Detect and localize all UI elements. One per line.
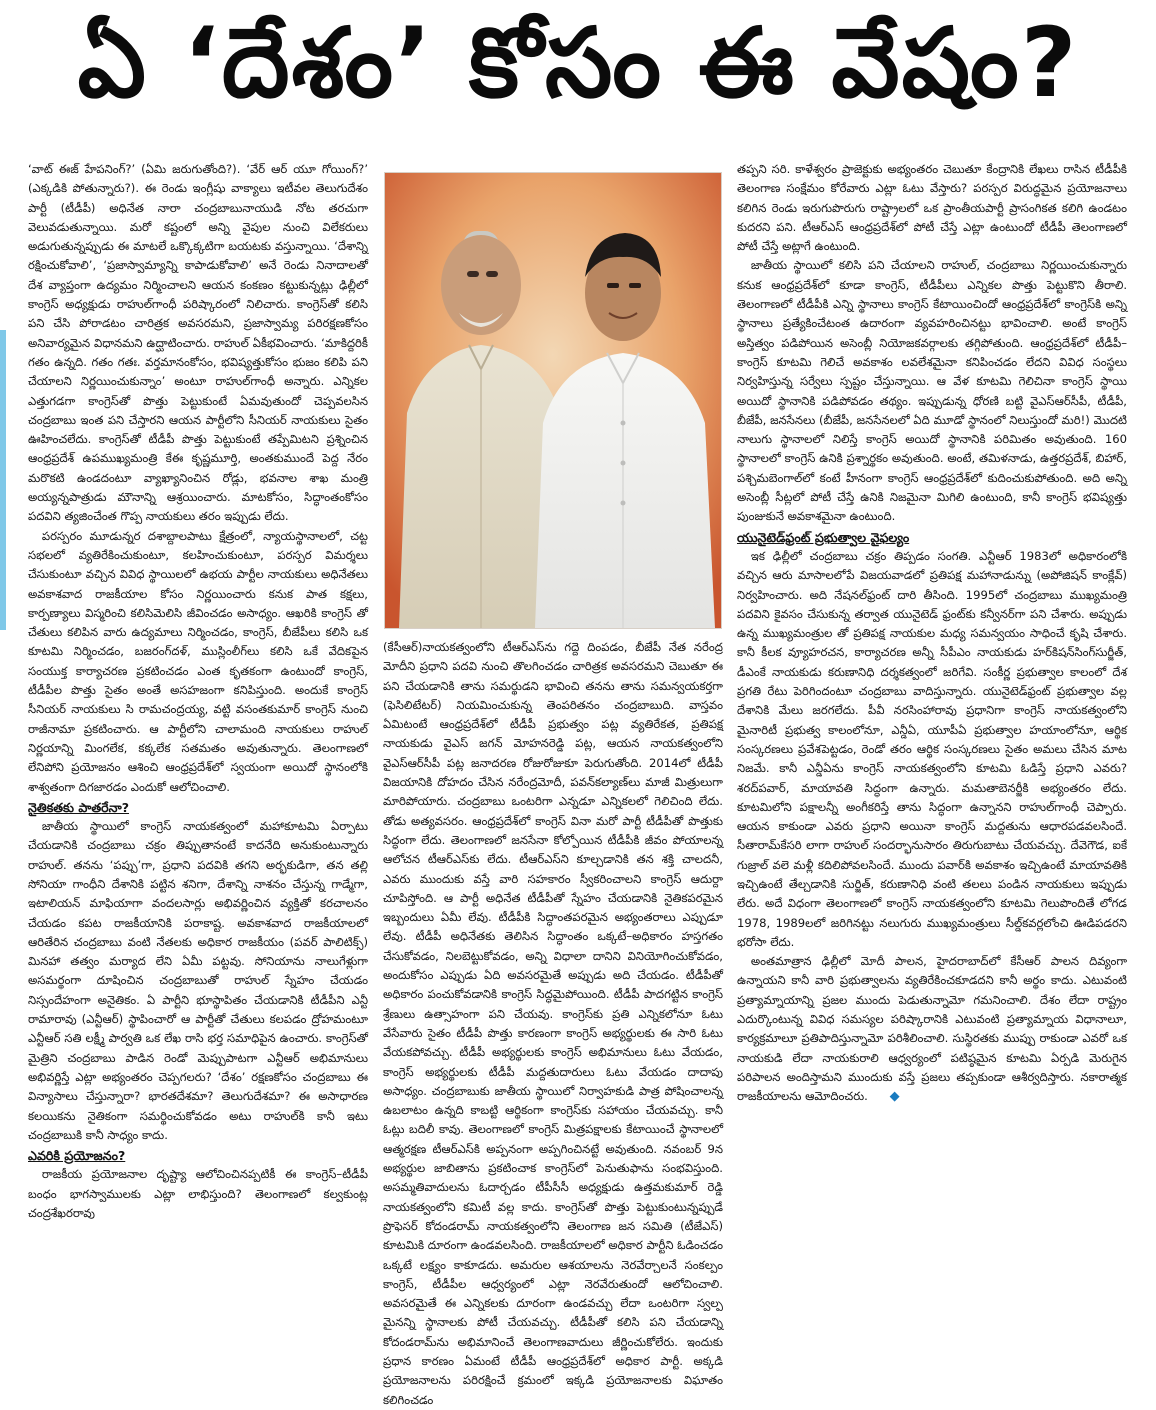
photo-illustration (385, 173, 721, 628)
paragraph: జాతీయ స్థాయిలో కాంగ్రెస్ నాయకత్వంలో మహాకూటమి ఏర్పాటు చేయడానికి చంద్రబాబు చక్రం తిప్పుతానంటే కాదనేది అనుకుంటున్నారు రాహుల్. తనను ‘పప్పు’గా, ప్రధాని పదవికి తగని అర్భకుడిగా, తన తల్లి సోనియా గాంధీని దేశానికి పట్టిన శనిగా, దేశాన్ని నాశనం చేస్తున్న గాడ్మేగా, ఇటాలియన్ మాఫియాగా వందలసార్లు అభివర్ణించిన వ్యక్తితో కరచాలనం చేయడం కపట రాజకీయానికి పరాకాష్ట. అవకాశవాద రాజకీయాలలో ఆరితేరిన చంద్రబాబు వంటి నేతలకు అధికార రాజకీయం (పవర్ పాలిటిక్స్) మినహా తత్వం మర్యాద లేని ఏమీ పట్టవు. సోనియాను నాలుగేళ్లుగా అసమర్థంగా దూషించిన చంద్రబాబుతో రాహుల్ స్నేహం చేయడం నిస్సందేహంగా అనైతికం. ఏ పార్టీని భూస్థాపితం చేయడానికి టీడీపీని ఎన్టీ రామారావు (ఎన్టీఆర్) స్థాపించారో ఆ పార్టీతో చేతులు కలపడం ద్రోహమంటూ ఎన్టీఆర్ సతి లక్ష్మీ పార్వతి ఒక లేఖ రాసి భర్త సమాధిపైన ఉంచారు. కాంగ్రెస్‌తో మైత్రిని చంద్రబాబు పాడిన రెండో మెప్పుపాటగా ఎన్టీఆర్ అభిమానులు అభివర్ణిస్తే ఎట్లా అభ్యంతరం చెప్పగలరు? ‘దేశం’ రక్షణకోసం చంద్రబాబు ఈ విన్యాసాలు చేస్తున్నారా? భారతదేశమా? తెలుగుదేశమా? ఈ అసాధారణ కలయికను నైతికంగా సమర్థించుకోవడం అటు రాహుల్‌కి కానీ ఇటు చంద్రబాబుకి కానీ సాధ్యం కాదు. (28, 819, 368, 1142)
subheading: యునైటెడ్‌ఫ్రంట్ ప్రభుత్వాల వైఫల్యం (737, 529, 910, 545)
column-2 (383, 638, 723, 1407)
subheading: ఎవరికి ప్రయోజనం? (28, 1148, 126, 1164)
paragraph: పరస్పరం మూడున్నర దశాబ్దాలపాటు క్షేత్రంలో, న్యాయస్థానాలలో, చట్ట సభలలో వ్యతిరేకించుకుంటూ, కలహించుకుంటూ, పరస్పర విమర్శలు చేసుకుంటూ వచ్చిన వివిధ స్థాయిలలో ఉభయ పార్టీల నాయకులు అధినేతలు అవకాశవాద రాజకీయాల కోసం నిర్ణయించారు కనుక పాత కక్షలు, కార్పణ్యాలు విస్మరించి కలిసిమెలిసి జీవించడం అసాధ్యం. ఆఖరికి కాంగ్రెస్ తో చేతులు కలిపిన వారు ఉద్యమాలు నిర్మించడం, కాంగ్రెస్, బీజేపీలు కలిసి ఒక కూటమి నిర్మించడం, బజరంగ్‌దళ్, ముస్లింలీగ్‌లు కలిసి ఒకే వేదికపైన సంయుక్త కార్యాచరణ ప్రకటించడం ఎంత కృతకంగా ఉంటుందో కాంగ్రెస్, టీడీపీల పొత్తు సైతం అంతే అసహజంగా కనిపిస్తుంది. అందుకే కాంగ్రెస్ సీనియర్ నాయకులు సి రామచంద్రయ్య, వట్టి వసంతకుమార్ కాంగ్రెస్ నుంచి రాజీనామా ప్రకటించారు. ఆ పార్టీలోని చాలామంది నాయకులు రాహుల్ నిర్ణయాన్ని మింగలేక, కక్కలేక సతమతం అవుతున్నారు. తెలంగాణలో లేనిపోని ప్రయోజనం ఆశించి ఆంధ్రప్రదేశ్‌లో స్వయంగా అయిదో స్థానంలోకి శాశ్వతంగా దిగజారడం ఎందుకో ఆలోచించాలి. (28, 528, 368, 794)
paragraph (737, 952, 1127, 1106)
end-of-article-diamond-icon: ◆ (889, 1089, 900, 1105)
paragraph: (కేసీఆర్)నాయకత్వంలోని టీఆర్ఎస్‌ను గద్దె దింపడం, బీజేపీ నేత నరేంద్ర మోదీని ప్రధాని పదవి నుంచి తొలగించడం చారిత్రక అవసరమని చెబుతూ ఈ పని చేయడానికి తాను సమర్థుడని భావించి తనను తాను సమన్వయకర్తగా (ఫెసిలిటేటర్) నియమించుకున్న తెంపరితనం చంద్రబాబుది. వాస్తవం ఏమిటంటే ఆంధ్రప్రదేశ్‌లో టీడీపీ ప్రభుత్వం పట్ల వ్యతిరేకత, ప్రతిపక్ష నాయకుడు వైఎస్ జగన్ మోహనరెడ్డి పట్ల, ఆయన నాయకత్వంలోని వైఎస్ఆర్‌సీపీ పట్ల జనాదరణ రోజురోజుకూ పెరుగుతోంది. 2014లో టీడీపీ విజయానికి దోహదం చేసిన నరేంద్రమోదీ, పవన్‌కల్యాణ్‌లు మాజీ మిత్రులుగా మారిపోయారు. చంద్రబాబు ఒంటరిగా ఎన్నడూ ఎన్నికలలో గెలిచింది లేదు. తోడు అత్యవసరం. ఆంధ్రప్రదేశ్‌లో కాంగ్రెస్ వినా మరో పార్టీ టీడీపీతో పొత్తుకు సిద్ధంగా లేదు. తెలంగాణలో జనసేనా కోల్పోయిన టీడీపీకి జీవం పోయాలన్న ఆలోచన టీఆర్ఎస్‌కు లేదు. టీఆర్ఎస్‌ని కూల్చడానికి తన శక్తి చాలదనీ, ఎవరు ముందుకు వస్తే వారి సహకారం స్వీకరించాలని కాంగ్రెస్ ఆదుర్దా చూపిస్తోంది. ఆ పార్టీ అధినేత టీడీపీతో స్నేహం చేయడానికి నైతికపరమైన ఇబ్బందులు ఏమీ లేవు. టీడీపీకి సిద్ధాంతపరమైన అభ్యంతరాలు ఎప్పుడూ లేవు. టీడీపీ అధినేతకు తెలిసిన సిద్ధాంతం ఒక్కటే–అధికారం హస్తగతం చేసుకోవడం, నిలబెట్టుకోవడం, అన్ని విధాలా దానిని వినియోగించుకోవడం, అందుకోసం ఎప్పుడు ఏది అవసరమైతే అప్పుడు అది చేయడం. టీడీపీతో అధికారం పంచుకోవడానికి కాంగ్రెస్ సిద్ధమైపోయింది. టీడీపీ పాదగట్టిన కాంగ్రెస్ శ్రేణులు ఉత్సాహంగా పని చేయవు. కాంగ్రెస్‌కు ప్రతి ఎన్నికలోనూ ఓటు వేసేవారు సైతం టీడీపీ పొత్తు కారణంగా కాంగ్రెస్ అభ్యర్థులకు ఈ సారి ఓటు వేయకపోవచ్చు. టీడీపీ అభ్యర్థులకు కాంగ్రెస్ అభిమానులు ఓటు వేయడం, కాంగ్రెస్ అభ్యర్థులకు టీడీపీ మద్దతుదారులు ఓటు వేయడం దాదాపు అసాధ్యం. చంద్రబాబుకు జాతీయ స్థాయిలో నిర్వాహకుడి పాత్ర పోషించాలన్న ఉబలాటం ఉన్నది కాబట్టి ఆర్థికంగా కాంగ్రెస్‌కు సహాయం చేయవచ్చు. కానీ ఓట్లు బదిలీ కావు. తెలంగాణలో కాంగ్రెస్ మిత్రపక్షాలకు కేటాయించే స్థానాలలో ఆత్మరక్షణ టీఆర్ఎస్‌కి అప్పనంగా అప్పగించినట్టే అవుతుంది. నవంబర్ 9న అభ్యర్థుల జాబితాను ప్రకటించాక కాంగ్రెస్‌లో పెనుతుఫాను సంభవిస్తుంది. అసమ్మతివాదులను ఓదార్చడం టీపీసీసీ అధ్యక్షుడు ఉత్తమకుమార్ రెడ్డి నాయకత్వంలోని కమిటీ వల్ల కాదు. కాంగ్రెస్‌తో పొత్తు పెట్టుకుంటున్నప్పుడే ప్రొఫెసర్ కోదండరామ్ నాయకత్వంలోని తెలంగాణ జన సమితి (టీజేఎస్) కూటమికి దూరంగా ఉండవలసింది. రాజకీయాలలో అధికార పార్టీని ఓడించడం ఒక్కటే లక్ష్యం కాకూడదు. అమరుల ఆశయాలను నెరవేర్చాలనే సంకల్పం కాంగ్రెస్, టీడీపీల ఆధ్వర్యంలో ఎట్లా నెరవేరుతుందో ఆలోచించాలి. అవసరమైతే ఈ ఎన్నికలకు దూరంగా ఉండవచ్చు లేదా ఒంటరిగా స్వల్ప మైనన్ని స్థానాలకు పోటీ చేయవచ్చు. టీడీపీతో కలిసి పని చేయడాన్ని కోదండరామ్‌ను అభిమానించే తెలంగాణవాదులు జీర్ణించుకోలేరు. ఇందుకు ప్రధాన కారణం ఏమంటే టీడీపీ ఆంధ్రప్రదేశ్‌లో అధికార పార్టీ. అక్కడి ప్రయోజనాలను పరిరక్షించే క్రమంలో ఇక్కడి ప్రయోజనాలకు విఘాతం కలిగించడం (383, 640, 723, 1407)
paragraph: తప్పని సరి. కాళేశ్వరం ప్రాజెక్టుకు అభ్యంతరం చెబుతూ కేంద్రానికి లేఖలు రాసిన టీడీపీకి తెలంగాణ సంక్షేమం కోరేవారు ఎట్లా ఓటు వేస్తారు? పరస్పర విరుద్ధమైన ప్రయోజనాలు కలిగిన రెండు ఇరుగుపొరుగు రాష్ట్రాలలో ఒక ప్రాంతీయపార్టీ ప్రాసంగికత కలిగి ఉండటం కుదరని పని. టీఆర్ఎస్ ఆంధ్రప్రదేశ్‌లో పోటీ చేస్తే ఎట్లా ఉంటుందో టీడీపీ తెలంగాణలో పోటీ చేస్తే అట్లాగే ఉంటుంది. (737, 162, 1127, 254)
subheading: నైతికతకు పాతరేనా? (28, 799, 130, 815)
column-1 (28, 160, 368, 1221)
paragraph-text: అంతమాత్రాన ఢిల్లీలో మోదీ పాలన, హైదరాబాద్‌లో కేసీఆర్ పాలన దివ్యంగా ఉన్నాయని కానీ వారి ప్రభుత్వాలను వ్యతిరేకించకూడదని కానీ అర్థం కాదు. ఎటువంటి ప్రత్యామ్నాయాన్ని ప్రజల ముందు పెడుతున్నామో గమనించాలి. దేశం లేదా రాష్ట్రం ఎదుర్కొంటున్న వివిధ సమస్యల పరిష్కారానికి ఎటువంటి ప్రత్యామ్నాయ విధానాలూ, కార్యక్రమాలూ ప్రతిపాదిస్తున్నామో పరిశీలించాలి. సుస్థిరతకు ముప్పు రాకుండా ఎవరో ఒక నాయకుడి లేదా నాయకురాలి ఆధ్వర్యంలో పటిష్ఠమైన కూటమి ఏర్పడి మెరుగైన పరిపాలన అందిస్తామని ముందుకు వస్తే ప్రజలు తప్పకుండా ఆశీర్వదిస్తారు. నకారాత్మక రాజకీయాలను ఆమోదించరు. (737, 954, 1127, 1104)
left-edge-accent-bar (0, 330, 6, 630)
paragraph: ఇక ఢిల్లీలో చంద్రబాబు చక్రం తిప్పడం సంగతి. ఎన్టీఆర్ 1983లో అధికారంలోకి వచ్చిన ఆరు మాసాలలోపే విజయవాడలో ప్రతిపక్ష మహానాడున్ను (అపోజిషన్ కాంక్లేవ్) నిర్వహించారు. అది నేషనల్‌ఫ్రంట్ దారి తీసింది. 1995లో చంద్రబాబు ముఖ్యమంత్రి పదవిని కైవసం చేసుకున్న తర్వాత యునైటెడ్ ఫ్రంట్‌కు కన్వీనర్‌గా పని చేశారు. అప్పుడు ఉన్న ముఖ్యమంత్రుల తో ప్రతిపక్ష నాయకుల మధ్య సమన్వయం సాధించే కృషి చేశారు. కానీ కీలక వ్యూహరచన, కార్యాచరణ అన్నీ సీపీఎం నాయకుడు హర్‌కిషన్‌సింగ్‌సుర్జీత్, డీఎంకే నాయకుడు కరుణానిధి దర్శకత్వంలో జరిగేవి. సంకీర్ణ ప్రభుత్వాల కాలంలో దేశ ప్రగతి రేటు పెరిగిందంటూ చంద్రబాబు వాదిస్తున్నారు. యునైటెడ్‌ఫ్రంట్ ప్రభుత్వాల వల్ల దేశానికి మేలు జరగలేదు. పీవీ నరసింహారావు ప్రధానిగా కాంగ్రెస్ నాయకత్వంలోని మైనారిటీ ప్రభుత్వ కాలంలోనూ, ఎన్డీఏ, యూపీఏ ప్రభుత్వాల హయాంలోనూ, ఆర్థిక సంస్కరణలు ప్రవేశపెట్టడం, రెండో తరం ఆర్థిక సంస్కరణలు సైతం అమలు చేసిన మాట నిజమే. కానీ ఎన్డీఏను కాంగ్రెస్ నాయకత్వంలోని కూటమి ఓడిస్తే ప్రధాని ఎవరు? శరద్‌పవార్, మాయావతి సిద్ధంగా ఉన్నారు. మమతాబెనర్జీకి అభ్యంతరం లేదు. కూటమిలోని పక్షాలన్నీ అంగీకరిస్తే తాను సిద్ధంగా ఉన్నానని రాహుల్‌గాంధీ చెప్పారు. ఆయన కాకుండా ఎవరు ప్రధాని అయినా కాంగ్రెస్ మద్దతును ఆధారపడవలసిందే. సీతారామ్‌కేసరి లాగా రాహుల్ సందర్భానుసారం తిరుగుబాటు చేయవచ్చు. దేవెగౌడ, ఐకే గుజ్రాల్ వలె మళ్లీ కదిలిపోవలసిందే. ముందు పవార్‌కి అవకాశం ఇచ్చిఉంటే మాయావతికి ఇచ్చిఉంటే తేల్చడానికి సుర్జిత్, కరుణానిధి వంటి తలలు పండిన నాయకులు ఇప్పుడు లేరు. అదే విధంగా తెలంగాణలో కాంగ్రెస్ నాయకత్వంలోని కూటమి గెలుపొందితే లోగడ 1978, 1989లలో జరిగినట్టు నలుగురు ముఖ్యమంత్రులు సీల్డ్‌కవర్లలోంచి ఊడిపడరని భరోసా లేదు. (737, 548, 1127, 949)
headline: ఏ ‘దేశం’ కోసం ఈ వేషం? (77, 7, 1079, 119)
photo-two-men (384, 172, 722, 629)
column-3 (737, 160, 1127, 1145)
paragraph: రాజకీయ ప్రయోజనాల దృష్ట్యా ఆలోచించినప్పటికీ ఈ కాంగ్రెస్–టీడీపీ బంధం భాగస్వాములకు ఎట్లా లాభిస్తుంది? తెలంగాణలో కల్వకుంట్ల చంద్రశేఖరరావు (28, 1167, 368, 1221)
paragraph: జాతీయ స్థాయిలో కలిసి పని చేయాలని రాహుల్, చంద్రబాబు నిర్ణయించుకున్నారు కనుక ఆంధ్రప్రదేశ్‌లో కూడా కాంగ్రెస్, టీడీపీలు ఎన్నికల పొత్తు పెట్టుకొని తీరాలి. తెలంగాణలో టీడీపీకి ఎన్ని స్థానాలు కాంగ్రెస్ కేటాయించిందో ఆంధ్రప్రదేశ్‌లో కాంగ్రెస్‌కి అన్ని స్థానాలు ప్రత్యేకించేటంత ఉదారంగా వ్యవహరించినట్టు భావించాలి. అంటే కాంగ్రెస్ అస్తిత్వం పడిపోయిన అసెంబ్లీ నియోజకవర్గాలకు తగ్గిపోతుంది. ఆంధ్రప్రదేశ్‌లో టీడీపీ– కాంగ్రెస్ కూటమి గెలిచే అవకాశం లవలేశమైనా కనిపించడం లేదని వివిధ సంస్థలు నిర్వహిస్తున్న సర్వేలు స్పష్టం చేస్తున్నాయి. ఆ వేళ కూటమి గెలిచినా కాంగ్రెస్ స్థాయి అయిదో స్థానానికి పడిపోవడం తథ్యం. ఇప్పుడున్న ధోరణి బట్టి వైఎస్ఆర్‌సీపీ, టీడీపీ, బీజేపీ, జనసేనలు (బీజేపీ, జనసేనలలో ఏది మూడో స్థానంలో నిలుస్తుందో మరి!) మొదటి నాలుగు స్థానాలలో నిలిస్తే కాంగ్రెస్ అయిదో స్థానానికి పరిమితం అవుతుంది. 160 స్థానాలలో కాంగ్రెస్ ఉనికి ప్రశ్నార్థకం అవుతుంది. అంటే, తమిళనాడు, ఉత్తరప్రదేశ్, బిహార్, పశ్చిమబెంగాల్‌లో కంటే హీనంగా కాంగ్రెస్ ఆంధ్రప్రదేశ్‌లో కుదించుకుపోతుంది. అది అన్ని అసెంబ్లీ సీట్లలో పోటీ చేస్తే ఉనికి నిజమైనా మిగిలి ఉంటుంది, కానీ కాంగ్రెస్ భవిష్యత్తు పుంజుకునే అవకాశమైనా ఉంటుంది. (737, 258, 1127, 524)
paragraph: ‘వాట్ ఈజ్ హేపనింగ్?’ (ఏమి జరుగుతోంది?). ‘వేర్ ఆర్ యూ గోయింగ్?’ (ఎక్కడికి పోతున్నారు?). ఈ రెండు ఇంగ్లీషు వాక్యాలు ఇటీవల తెలుగుదేశం పార్టీ (టీడీపీ) అధినేత నారా చంద్రబాబునాయుడి నోట తరచుగా వెలువడుతున్నాయి. మరో కష్టంలో అన్ని వైపుల నుంచి విలేకరులు అడుగుతున్నప్పుడు ఈ మాటలే ఒక్కొక్కటిగా బయటకు వస్తున్నాయి. ‘దేశాన్ని రక్షించుకోవాలి’, ‘ప్రజాస్వామ్యాన్ని కాపాడుకోవాలి’ అనే రెండు నినాదాలతో దేశ వ్యాప్తంగా ఉద్యమం నిర్మించాలని ఆయన కంకణం కట్టుకున్నట్లు ఢిల్లీలో కాంగ్రెస్ అధ్యక్షుడు రాహుల్‌గాంధీ పరిష్కారంలో నిలిచారు. కాంగ్రెస్‌తో కలిసి పని చేసి పోరాడటం చారిత్రక అవసరమని, ప్రజాస్వామ్య పరిరక్షణకోసం అనివార్యమైన విధానమని ఉద్ఘాటించారు. రాహుల్ ఏకీభవించారు. ‘మాకిద్దరికీ గతం ఉన్నది. గతం గతః. వర్తమానంకోసం, భవిష్యత్తుకోసం భుజం కలిపి పని చేయాలని నిర్ణయించుకున్నాం’ అంటూ రాహుల్‌గాంధీ అన్నారు. ఎన్నికల ఎత్తుగడగా కాంగ్రెస్‌తో పొత్తు పెట్టుకుంటే ఏమవుతుందో చెప్పవలసిన చంద్రబాబు ఇంత పని చేస్తారని ఆయన పార్టీలోని సీనియర్ నాయకులు సైతం ఊహించలేదు. కాంగ్రెస్‌తో టీడీపీ పొత్తు పెట్టుకుంటే తప్పేమిటని ప్రశ్నించిన ఆంధ్రప్రదేశ్ ఉపముఖ్యమంత్రి కేఈ కృష్ణమూర్తి, అంతకుముందే పెద్ద నేరం మరొకటి ఉండదంటూ వ్యాఖ్యానించిన రోడ్లు, భవనాల శాఖ మంత్రి అయ్యన్నపాత్రుడు మౌనాన్ని ఆశ్రయించారు. మాటకోసం, సిద్ధాంతంకోసం పదవిని త్యజించేంత గొప్ప నాయకులు తరం ఇప్పుడు లేదు. (28, 162, 368, 524)
